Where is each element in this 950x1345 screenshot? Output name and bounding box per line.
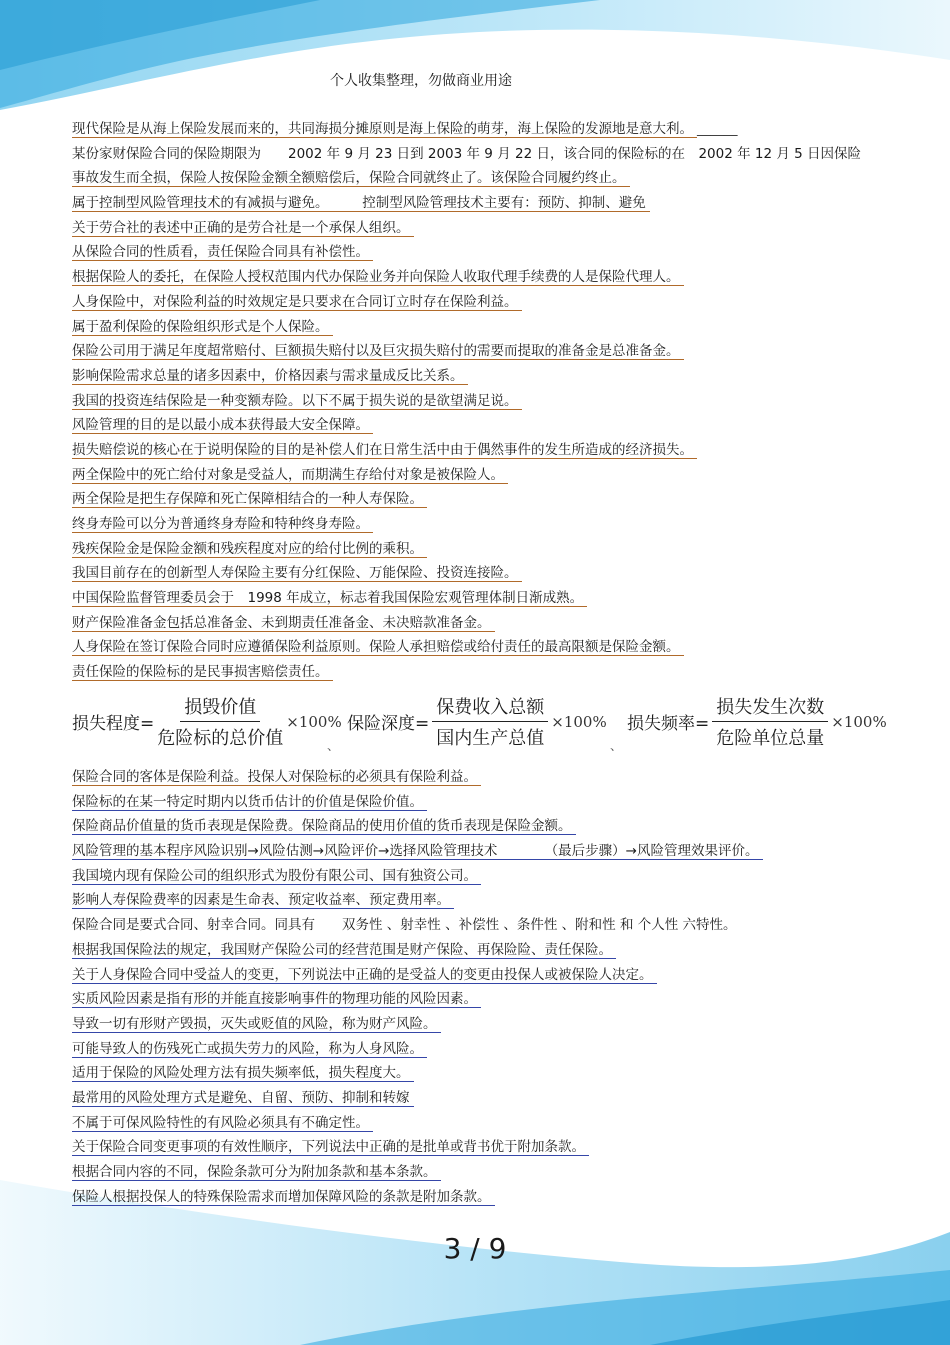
formula-loss-severity: 损失程度= $\frac{\text{损毁价值}}{\text{危险标的总价值}}$ ×100% [72, 693, 342, 750]
note-line: 保险公司用于满足年度超常赔付、巨额损失赔付以及巨灾损失赔付的需要而提取的准备金是总准备金。 [72, 339, 942, 364]
note-line: 根据我国保险法的规定，我国财产保险公司的经营范围是财产保险、再保险险、责任保险。 [72, 938, 942, 963]
note-line: 两全保险是把生存保障和死亡保障相结合的一种人寿保险。 [72, 487, 942, 512]
note-line: 导致一切有形财产毁损，灭失或贬值的风险，称为财产风险。 [72, 1012, 942, 1037]
note-line: 残疾保险金是保险金额和残疾程度对应的给付比例的乘积。 [72, 537, 942, 562]
note-line: 我国的投资连结保险是一种变额寿险。以下不属于损失说的是欲望满足说。 [72, 389, 942, 414]
note-line: 事故发生而全损，保险人按保险金额全额赔偿后，保险合同就终止了。该保险合同履约终止。 [72, 166, 942, 191]
note-line: 关于劳合社的表述中正确的是劳合社是一个承保人组织。 [72, 216, 942, 241]
notes-section-2 [72, 765, 942, 1209]
note-line: 我国境内现有保险公司的组织形式为股份有限公司、国有独资公司。 [72, 864, 942, 889]
notes-section-1 [72, 117, 942, 685]
note-line: 根据保险人的委托，在保险人授权范围内代办保险业务并向保险人收取代理手续费的人是保险代理人。 [72, 265, 942, 290]
note-line: 终身寿险可以分为普通终身寿险和特种终身寿险。 [72, 512, 942, 537]
note-line: 保险商品价值量的货币表现是保险费。保险商品的使用价值的货币表现是保险金额。 [72, 814, 942, 839]
note-line: 从保险合同的性质看，责任保险合同具有补偿性。 [72, 240, 942, 265]
note-line: 不属于可保风险特性的有风险必须具有不确定性。 [72, 1111, 942, 1136]
formula-separator: 、 [610, 739, 623, 753]
note-line: 保险人根据投保人的特殊保险需求而增加保障风险的条款是附加条款。 [72, 1185, 942, 1210]
note-line: 风险管理的目的是以最小成本获得最大安全保障。 [72, 413, 942, 438]
note-line: 影响保险需求总量的诸多因素中，价格因素与需求量成反比关系。 [72, 364, 942, 389]
note-line: 可能导致人的伤残死亡或损失劳力的风险，称为人身风险。 [72, 1037, 942, 1062]
page-header-note: 个人收集整理，勿做商业用途 [330, 73, 512, 89]
note-line: 损失赔偿说的核心在于说明保险的目的是补偿人们在日常生活中由于偶然事件的发生所造成的经济损失。 [72, 438, 942, 463]
note-line: 最常用的风险处理方式是避免、自留、预防、抑制和转嫁 [72, 1086, 942, 1111]
note-line: 实质风险因素是指有形的并能直接影响事件的物理功能的风险因素。 [72, 987, 942, 1012]
note-line: 两全保险中的死亡给付对象是受益人，而期满生存给付对象是被保险人。 [72, 463, 942, 488]
note-line: 人身保险在签订保险合同时应遵循保险利益原则。保险人承担赔偿或给付责任的最高限额是保险金额。 [72, 635, 942, 660]
note-line: 人身保险中，对保险利益的时效规定是只要求在合同订立时存在保险利益。 [72, 290, 942, 315]
note-line: 属于控制型风险管理技术的有减损与避免。 控制型风险管理技术主要有：预防、抑制、避免 [72, 191, 942, 216]
note-line: 现代保险是从海上保险发展而来的，共同海损分摊原则是海上保险的萌芽，海上保险的发源地是意大利。 ______ [72, 121, 738, 137]
page-number: 3 / 9 [443, 1232, 507, 1265]
note-line: 保险合同的客体是保险利益。投保人对保险标的必须具有保险利益。 [72, 765, 942, 790]
note-line: 关于保险合同变更事项的有效性顺序，下列说法中正确的是批单或背书优于附加条款。 [72, 1135, 942, 1160]
formula-loss-frequency: 损失频率= $\frac{\text{损失发生次数}}{\text{危险单位总量}}$ ×100% [627, 693, 887, 750]
note-line: 保险合同是要式合同、射幸合同。同具有 双务性 、射幸性 、补偿性 、条件性 、附和性 和 个人性 六特性。 [72, 917, 737, 934]
note-line: 中国保险监督管理委员会于 1998 年成立，标志着我国保险宏观管理体制日渐成熟。 [72, 586, 942, 611]
formula-row [72, 693, 892, 755]
note-line: 适用于保险的风险处理方法有损失频率低，损失程度大。 [72, 1061, 942, 1086]
note-line: 我国目前存在的创新型人寿保险主要有分红保险、万能保险、投资连接险。 [72, 561, 942, 586]
note-line: 根据合同内容的不同，保险条款可分为附加条款和基本条款。 [72, 1160, 942, 1185]
formula-insurance-depth: 保险深度= $\frac{\text{保费收入总额}}{\text{国内生产总值}}$ ×100% [347, 693, 607, 750]
formula-separator: 、 [327, 739, 340, 753]
note-line: 保险标的在某一特定时期内以货币估计的价值是保险价值。 [72, 790, 942, 815]
note-line: 属于盈利保险的保险组织形式是个人保险。 [72, 315, 942, 340]
note-line: 财产保险准备金包括总准备金、未到期责任准备金、未决赔款准备金。 [72, 611, 942, 636]
note-line: 影响人寿保险费率的因素是生命表、预定收益率、预定费用率。 [72, 888, 942, 913]
note-line: 责任保险的保险标的是民事损害赔偿责任。 [72, 660, 942, 685]
note-line: 风险管理的基本程序风险识别→风险估测→风险评价→选择风险管理技术 （最后步骤）→风险管理效果评价。 [72, 839, 942, 864]
note-line: 某份家财保险合同的保险期限为 2002 年 9 月 23 日到 2003 年 9 月 22 日，该合同的保险标的在 2002 年 12 月 5 日因保险 [72, 145, 862, 162]
note-line: 关于人身保险合同中受益人的变更，下列说法中正确的是受益人的变更由投保人或被保险人决定。 [72, 963, 942, 988]
